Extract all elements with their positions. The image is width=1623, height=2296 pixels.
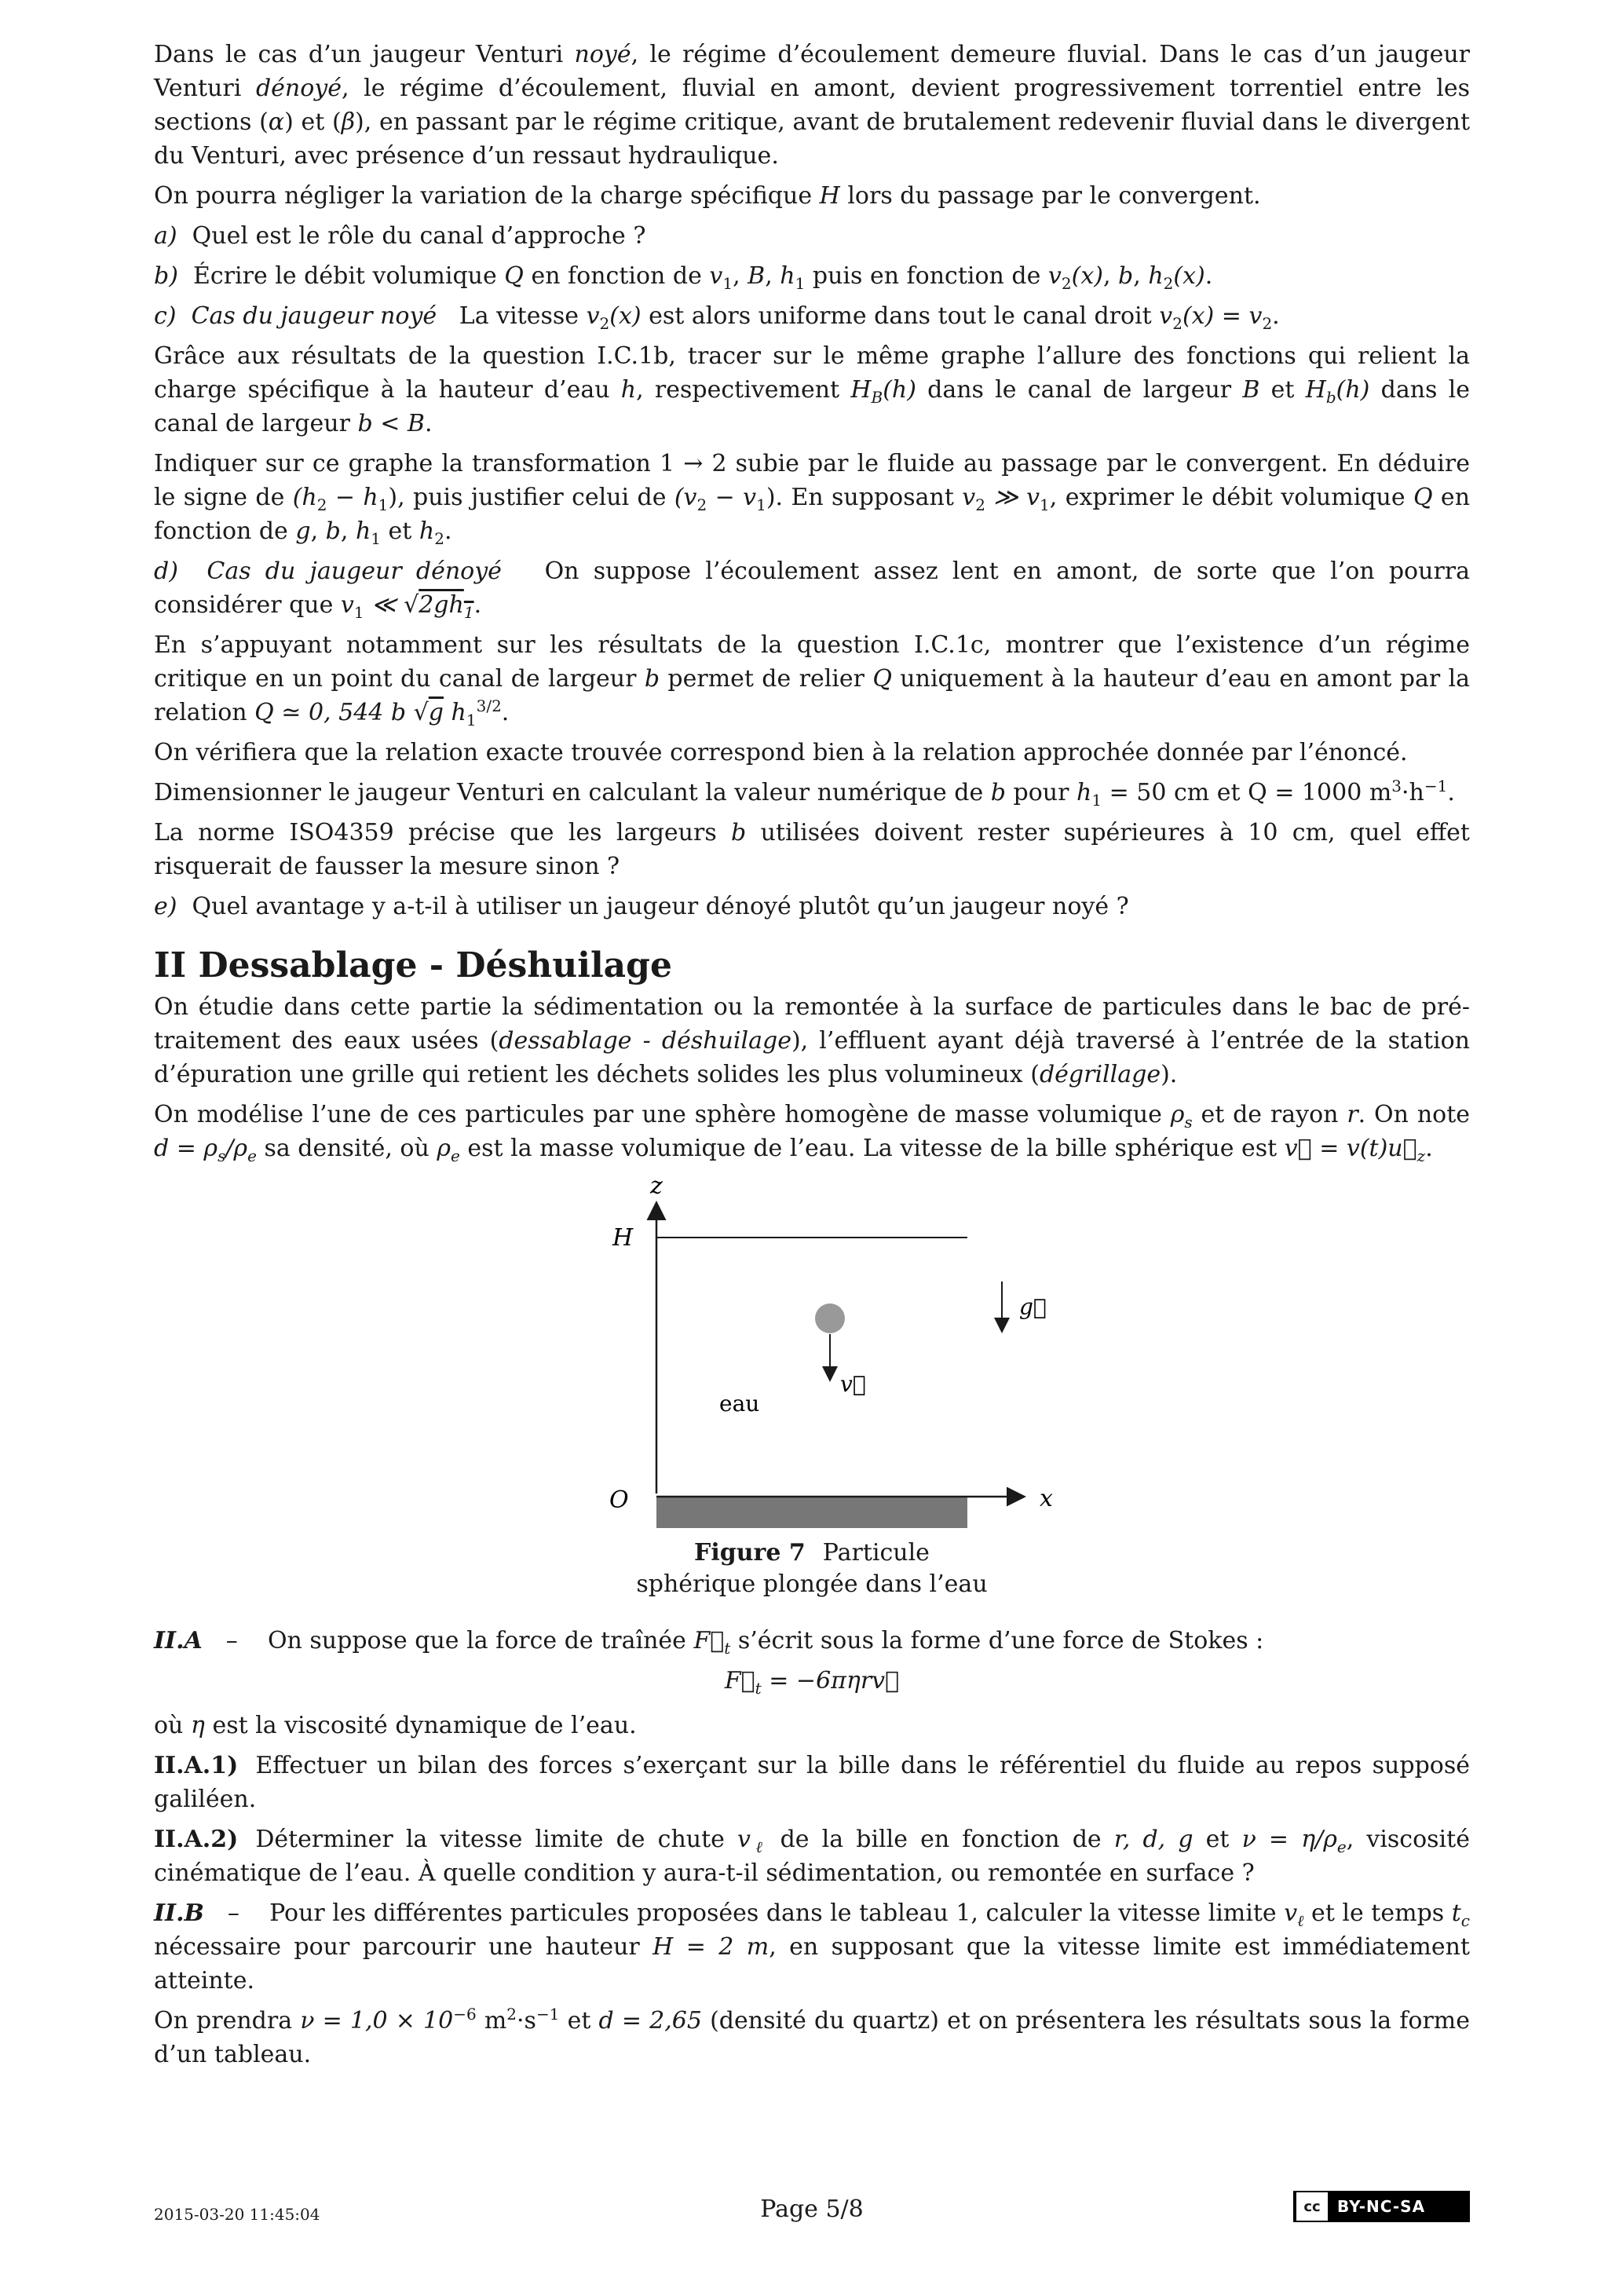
- cc-icon: cc: [1296, 2192, 1328, 2221]
- question-c-text-2: Indiquer sur ce graphe la transformation 1 → 2 subie par le fluide au passage par le convergent. En déduire le signe de $(h_2 - h_1)$, puis justifier celui de $(v_2 - v_1)$. En supposant $v_2$ ≫ $v_1$, exprimer le débit volumique Q en fonction de g, b, $h_1$ et $h_2$.: [154, 450, 1471, 548]
- question-d-text-4: La norme ISO4359 précise que les largeurs b utilisées doivent rester supérieures à 10 cm, quel effet risquerait de fausser la mesure sinon ?: [154, 819, 1470, 880]
- x-axis-label: x: [1040, 1485, 1053, 1512]
- origin-label: O: [609, 1486, 629, 1514]
- height-label-H: H: [612, 1224, 634, 1252]
- figure-caption: [154, 1537, 1470, 1600]
- z-axis-label: z: [650, 1173, 663, 1200]
- gravity-label: g⃗: [1019, 1294, 1047, 1320]
- water-label: eau: [719, 1391, 760, 1417]
- question-II-B: II.B – Pour les différentes particules proposées dans le tableau 1, calculer la vitesse limite $v_\ell$ et le temps $t_c$ nécessaire pour parcourir une hauteur H = 2 m, en supposant que la vitesse limite est immédiatement atteinte.: [154, 1899, 1470, 1994]
- particle-sphere: [815, 1303, 845, 1333]
- question-II-A: II.A – On suppose que la force de traînée $F⃗_t$ s’écrit sous la forme d’une force de Stokes :: [154, 1627, 1264, 1658]
- question-d-text-1: En s’appuyant notamment sur les résultats de la question I.C.1c, montrer que l’existence d’un régime critique en un point du canal de largeur b permet de relier Q uniquement à la hauteur d’eau en amont par la relation Q ≃ 0, 544 b √g $h_1^{3/2}$.: [154, 631, 1471, 729]
- question-d-text-3: Dimensionner le jaugeur Venturi en calculant la valeur numérique de b pour $h_1 = 50$ cm et Q = 1000 $m^3\cdot h^{-1}$.: [154, 777, 1455, 810]
- figure-number: Figure 7: [694, 1539, 806, 1567]
- figure-7-diagram: [568, 1173, 1055, 1534]
- question-II-A-1: II.A.1) Effectuer un bilan des forces s’exerçant sur la bille dans le référentiel du fluide au repos supposé galiléen.: [154, 1752, 1470, 1813]
- figure-caption-line-1: Particule: [822, 1539, 930, 1567]
- question-d-text-2: On vérifiera que la relation exacte trouvée correspond bien à la relation approchée donnée par l’énoncé.: [154, 739, 1408, 766]
- question-e: e) Quel avantage y a-t-il à utiliser un jaugeur dénoyé plutôt qu’un jaugeur noyé ?: [154, 893, 1129, 920]
- question-d: d) Cas du jaugeur dénoyé On suppose l’écoulement assez lent en amont, de sorte que l’on pourra considérer que $v_1$ ≪ $√2gh_1$.: [154, 558, 1471, 622]
- floor-bar: [656, 1497, 967, 1528]
- page-footer: [154, 2191, 1470, 2230]
- question-c-text-1: Grâce aux résultats de la question I.C.1b, tracer sur le même graphe l’allure des fonctions qui relient la charge spécifique à la hauteur d’eau h, respectivement $H_B(h)$ dans le canal de largeur B et $H_b(h)$ dans le canal de largeur b < B.: [154, 342, 1471, 437]
- velocity-label: v⃗: [840, 1371, 866, 1397]
- stokes-equation: $F⃗_t$ = −6πηrv⃗: [724, 1667, 900, 1698]
- page-number: Page 5/8: [760, 2195, 864, 2223]
- page-body: [154, 38, 1470, 2078]
- question-II-A-2: II.A.2) Déterminer la vitesse limite de chute $v_\ell$ de la bille en fonction de r, d, g et $\nu = \eta/\rho_e$, viscosité cinématique de l’eau. À quelle condition y aura-t-il sédimentation, ou remontée en surface ?: [154, 1826, 1470, 1887]
- intro-paragraph-1: Dans le cas d’un jaugeur Venturi noyé, le régime d’écoulement demeure fluvial. Dans le cas d’un jaugeur Venturi dénoyé, le régime d’écoulement, fluvial en amont, devient progressivement torrentiel entre les sections (α) et (β), en passant par le régime critique, avant de brutalement redevenir fluvial dans le divergent du Venturi, avec présence d’un ressaut hydraulique.: [154, 41, 1470, 170]
- timestamp: 2015-03-20 11:45:04: [154, 2205, 320, 2224]
- question-b: b) Écrire le débit volumique Q en fonction de $v_1$, B, $h_1$ puis en fonction de $v_2(x)$, b, $h_2(x)$.: [154, 262, 1213, 293]
- intro-paragraph-2: On pourra négliger la variation de la charge spécifique H lors du passage par le convergent.: [154, 182, 1261, 210]
- section-title: II Dessablage - Déshuilage: [154, 945, 672, 985]
- license-text: BY-NC-SA: [1337, 2197, 1426, 2216]
- question-II-A-text: où η est la viscosité dynamique de l’eau.: [154, 1712, 637, 1739]
- figure-caption-line-2: sphérique plongée dans l’eau: [636, 1570, 988, 1598]
- license-badge[interactable]: [1293, 2191, 1470, 2222]
- section-intro-2: On modélise l’une de ces particules par une sphère homogène de masse volumique $\rho_s$ et de rayon r. On note $d = \rho_s/\rho_e$ sa densité, où $\rho_e$ est la masse volumique de l’eau. La vitesse de la bille sphérique est v⃗ = $v(t)u⃗_z$.: [154, 1101, 1471, 1165]
- question-c: c) Cas du jaugeur noyé La vitesse $v_2(x)$ est alors uniforme dans tout le canal droit $v_2(x) = v_2$.: [154, 302, 1280, 333]
- section-intro-1: On étudie dans cette partie la sédimentation ou la remontée à la surface de particules dans le bac de pré-traitement des eaux usées (dessablage - déshuilage), l’effluent ayant déjà traversé à l’entrée de la station d’épuration une grille qui retient les déchets solides les plus volumineux (dégrillage).: [154, 993, 1470, 1088]
- question-a: a) Quel est le rôle du canal d’approche ?: [154, 222, 646, 250]
- question-II-B-text: On prendra $\nu = 1,0 \times 10^{-6}$ $m^2\cdot s^{-1}$ et d = 2,65 (densité du quartz) et on présentera les résultats sous la forme d’un tableau.: [154, 2005, 1470, 2068]
